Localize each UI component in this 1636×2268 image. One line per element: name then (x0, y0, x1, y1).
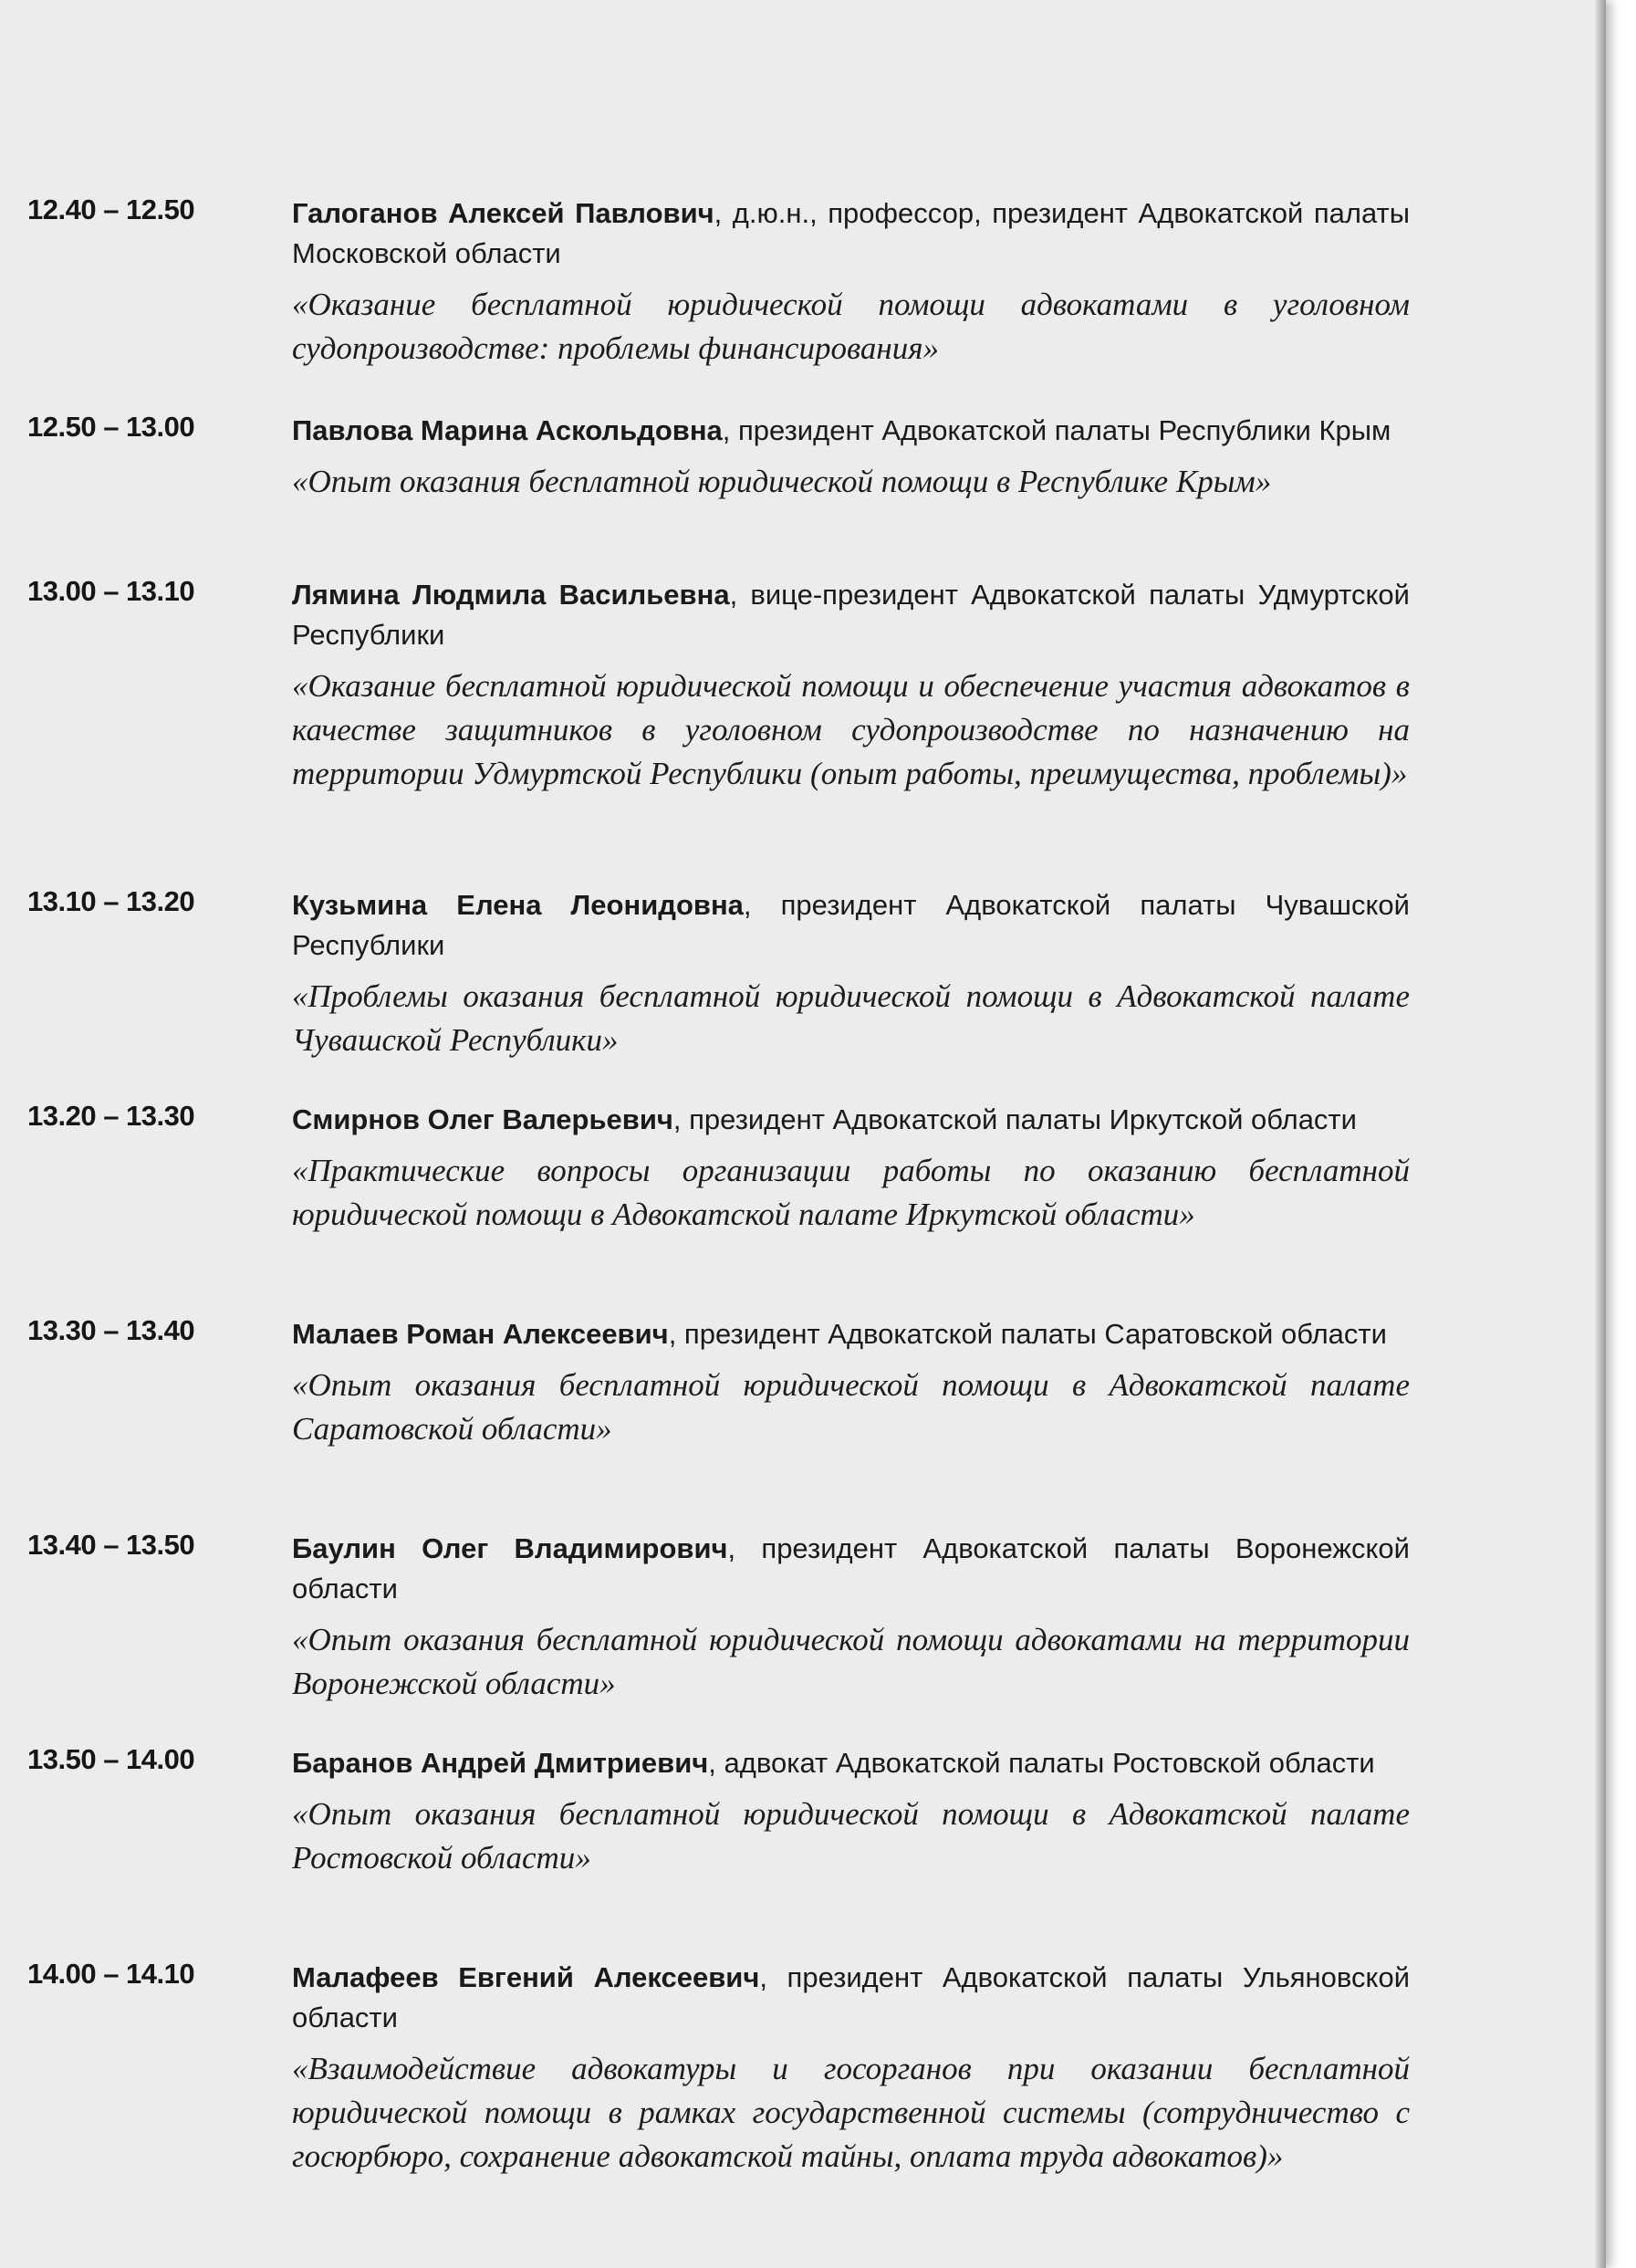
speaker-role: , президент Адвокатской палаты Чувашской Республики (292, 889, 1410, 961)
page-edge-shadow (1595, 0, 1606, 2268)
speaker-name: Смирнов Олег Валерьевич (292, 1103, 673, 1135)
entry-time: 13.00 – 13.10 (27, 575, 195, 607)
talk-topic: «Опыт оказания бесплатной юридической помощи адвокатами на территории Воронежской области» (292, 1622, 1410, 1701)
speaker-name: Лямина Людмила Васильевна (292, 579, 730, 611)
entry-time: 13.40 – 13.50 (27, 1529, 195, 1561)
speaker-role: , президент Адвокатской палаты Республики Крым (722, 414, 1391, 446)
speaker-line (292, 1314, 1410, 1354)
entry-time: 12.50 – 13.00 (27, 411, 195, 443)
speaker-line (292, 885, 1410, 966)
speaker-line (292, 575, 1410, 655)
entry-content (292, 1743, 1410, 1880)
speaker-role: , президент Адвокатской палаты Воронежской области (292, 1532, 1410, 1604)
talk-topic: «Взаимодействие адвокатуры и госорганов при оказании бесплатной юридической помощи в рамках государственной системы (сотрудничество с госюрбюро, сохранение адвокатской тайны, оплата труда адвокатов)» (292, 2051, 1410, 2174)
entry-content (292, 885, 1410, 1062)
talk-topic: «Проблемы оказания бесплатной юридической помощи в Адвокатской палате Чувашской Республики» (292, 978, 1410, 1058)
speaker-name: Баранов Андрей Дмитриевич (292, 1747, 709, 1779)
speaker-role: , адвокат Адвокатской палаты Ростовской области (708, 1747, 1375, 1779)
entry-content (292, 575, 1410, 796)
entry-content (292, 1100, 1410, 1237)
speaker-role: , президент Адвокатской палаты Саратовской области (668, 1318, 1387, 1350)
talk-topic: «Оказание бесплатной юридической помощи адвокатами в уголовном судопроизводстве: проблемы финансирования» (292, 287, 1410, 366)
entry-time: 13.10 – 13.20 (27, 885, 195, 917)
entry-time: 14.00 – 14.10 (27, 1958, 195, 1990)
talk-topic: «Практические вопросы организации работы по оказанию бесплатной юридической помощи в Адвокатской палате Иркутской области» (292, 1153, 1410, 1232)
entry-time: 12.40 – 12.50 (27, 193, 195, 225)
speaker-role: , президент Адвокатской палаты Ульяновской области (292, 1961, 1411, 2033)
speaker-name: Малаев Роман Алексеевич (292, 1318, 669, 1350)
speaker-line (292, 411, 1410, 451)
talk-topic: «Опыт оказания бесплатной юридической помощи в Адвокатской палате Саратовской области» (292, 1367, 1410, 1447)
speaker-line (292, 193, 1410, 274)
entry-time: 13.20 – 13.30 (27, 1100, 195, 1132)
entry-time: 13.30 – 13.40 (27, 1314, 195, 1346)
speaker-name: Малафеев Евгений Алексеевич (292, 1961, 760, 1993)
talk-topic: «Опыт оказания бесплатной юридической помощи в Адвокатской палате Ростовской области» (292, 1796, 1410, 1876)
speaker-role: , вице-президент Адвокатской палаты Удмуртской Республики (292, 579, 1410, 651)
entry-content (292, 1529, 1410, 1706)
speaker-role: , президент Адвокатской палаты Иркутской области (672, 1103, 1357, 1135)
speaker-line (292, 1958, 1410, 2038)
speaker-name: Галоганов Алексей Павлович (292, 197, 714, 229)
speaker-role: , д.ю.н., профессор, президент Адвокатской палаты Московской области (292, 197, 1410, 269)
speaker-line (292, 1529, 1410, 1609)
speaker-line (292, 1743, 1410, 1783)
speaker-name: Кузьмина Елена Леонидовна (292, 889, 744, 921)
entry-content (292, 193, 1410, 371)
speaker-name: Баулин Олег Владимирович (292, 1532, 728, 1564)
entry-content (292, 1958, 1410, 2179)
talk-topic: «Оказание бесплатной юридической помощи и обеспечение участия адвокатов в качестве защитников в уголовном судопроизводстве по назначению на территории Удмуртской Республики (опыт работы, преимущества, проблемы)» (292, 668, 1410, 791)
speaker-line (292, 1100, 1410, 1140)
speaker-name: Павлова Марина Аскольдовна (292, 414, 723, 446)
entry-time: 13.50 – 14.00 (27, 1743, 195, 1775)
entry-content (292, 411, 1410, 504)
talk-topic: «Опыт оказания бесплатной юридической помощи в Республике Крым» (292, 464, 1272, 499)
entry-content (292, 1314, 1410, 1451)
